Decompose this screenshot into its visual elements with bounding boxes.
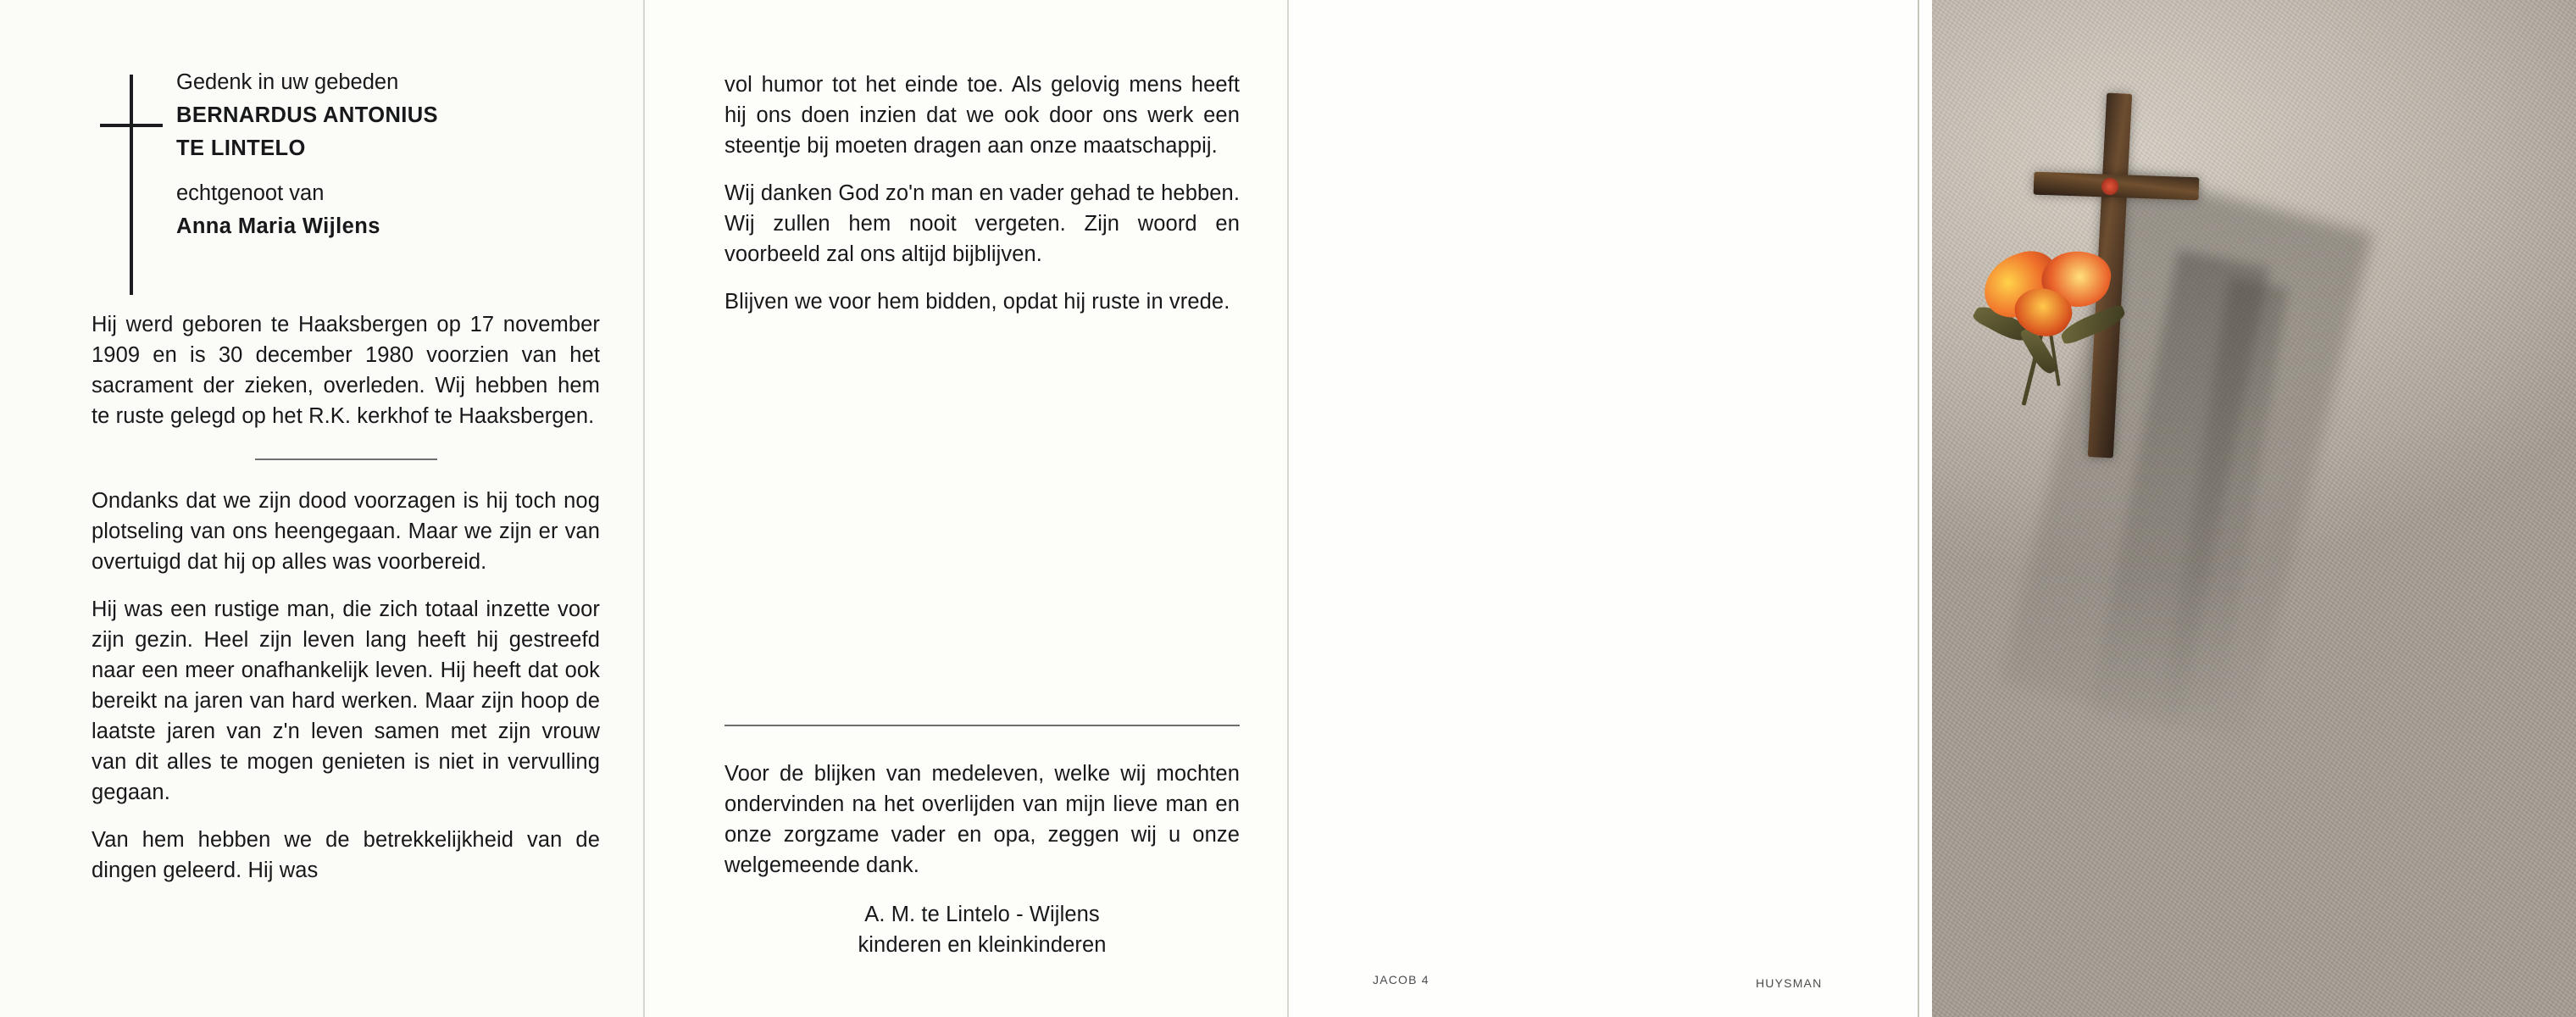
fold-line (1287, 0, 1289, 1017)
panel2-paragraph-2: Wij danken God zo'n man en vader gehad te hebben. Wij zullen hem nooit vergeten. Zijn woord en voorbeeld zal ons altijd bijblijven. (724, 181, 1241, 266)
divider-rule-wide (724, 725, 1240, 726)
spouse-name: Anna Maria Wijlens (176, 214, 380, 238)
deceased-name-line2: TE LINTELO (176, 136, 306, 160)
memorial-photo (1932, 0, 2576, 1017)
intro-line: Gedenk in uw gebeden (176, 70, 399, 94)
deceased-heading (176, 66, 600, 243)
signature-line-2: kinderen en kleinkinderen (858, 933, 1107, 957)
cross-icon (100, 75, 163, 295)
deceased-name-line1: BERNARDUS ANTONIUS (176, 103, 438, 127)
relation-label: echtgenoot van (176, 181, 325, 205)
imprint-left: JACOB 4 (1373, 973, 1430, 986)
panel2-body-top (724, 69, 1240, 317)
panel2-paragraph-1: vol humor tot het einde toe. Als gelovig mens heeft hij ons doen inzien dat we ook door ons werk een steentje bij moeten dragen aan onze maatschappij. (724, 73, 1240, 158)
signature (724, 899, 1240, 960)
panel1-paragraph-1: Hij werd geboren te Haaksbergen op 17 november 1909 en is 30 december 1980 voorzien van het sacrament der zieken, overleden. Wij hebben hem te ruste gelegd op het R.K. kerkhof te Haaksbergen. (92, 313, 600, 428)
divider-rule (255, 458, 437, 460)
fold-line (1918, 0, 1919, 1017)
panel2-body-bottom (724, 759, 1240, 960)
panel1-paragraph-4: Van hem hebben we de betrekkelijkheid van de dingen geleerd. Hij was (92, 828, 600, 882)
panel-blank (1288, 0, 1932, 1017)
panel-left-text (0, 0, 644, 1017)
panel2-paragraph-3: Blijven we voor hem bidden, opdat hij ruste in vrede. (724, 290, 1230, 314)
panel1-body (92, 309, 600, 886)
imprint-right: HUYSMAN (1756, 976, 1823, 990)
signature-line-1: A. M. te Lintelo - Wijlens (864, 903, 1100, 926)
panel1-paragraph-3: Hij was een rustige man, die zich totaal inzette voor zijn gezin. Heel zijn leven lang heeft hij gestreefd naar een meer onafhankelijk leven. Hij heeft dat ook bereikt na jaren van hard werken. Maar zijn hoop de laatste jaren van z'n leven samen met zijn vrouw van dit alles te mogen genieten is niet in vervulling gegaan. (92, 597, 600, 804)
panel-photo (1932, 0, 2576, 1017)
thanks-paragraph: Voor de blijken van medeleven, welke wij mochten ondervinden na het overlijden van mijn lieve man en onze zorgzame vader en opa, zeggen wij u onze welgemeende dank. (724, 762, 1240, 877)
fold-line (643, 0, 645, 1017)
panel1-paragraph-2: Ondanks dat we zijn dood voorzagen is hij toch nog plotseling van ons heengegaan. Maar we zijn er van overtuigd dat hij op alles was voorbereid. (92, 489, 600, 574)
